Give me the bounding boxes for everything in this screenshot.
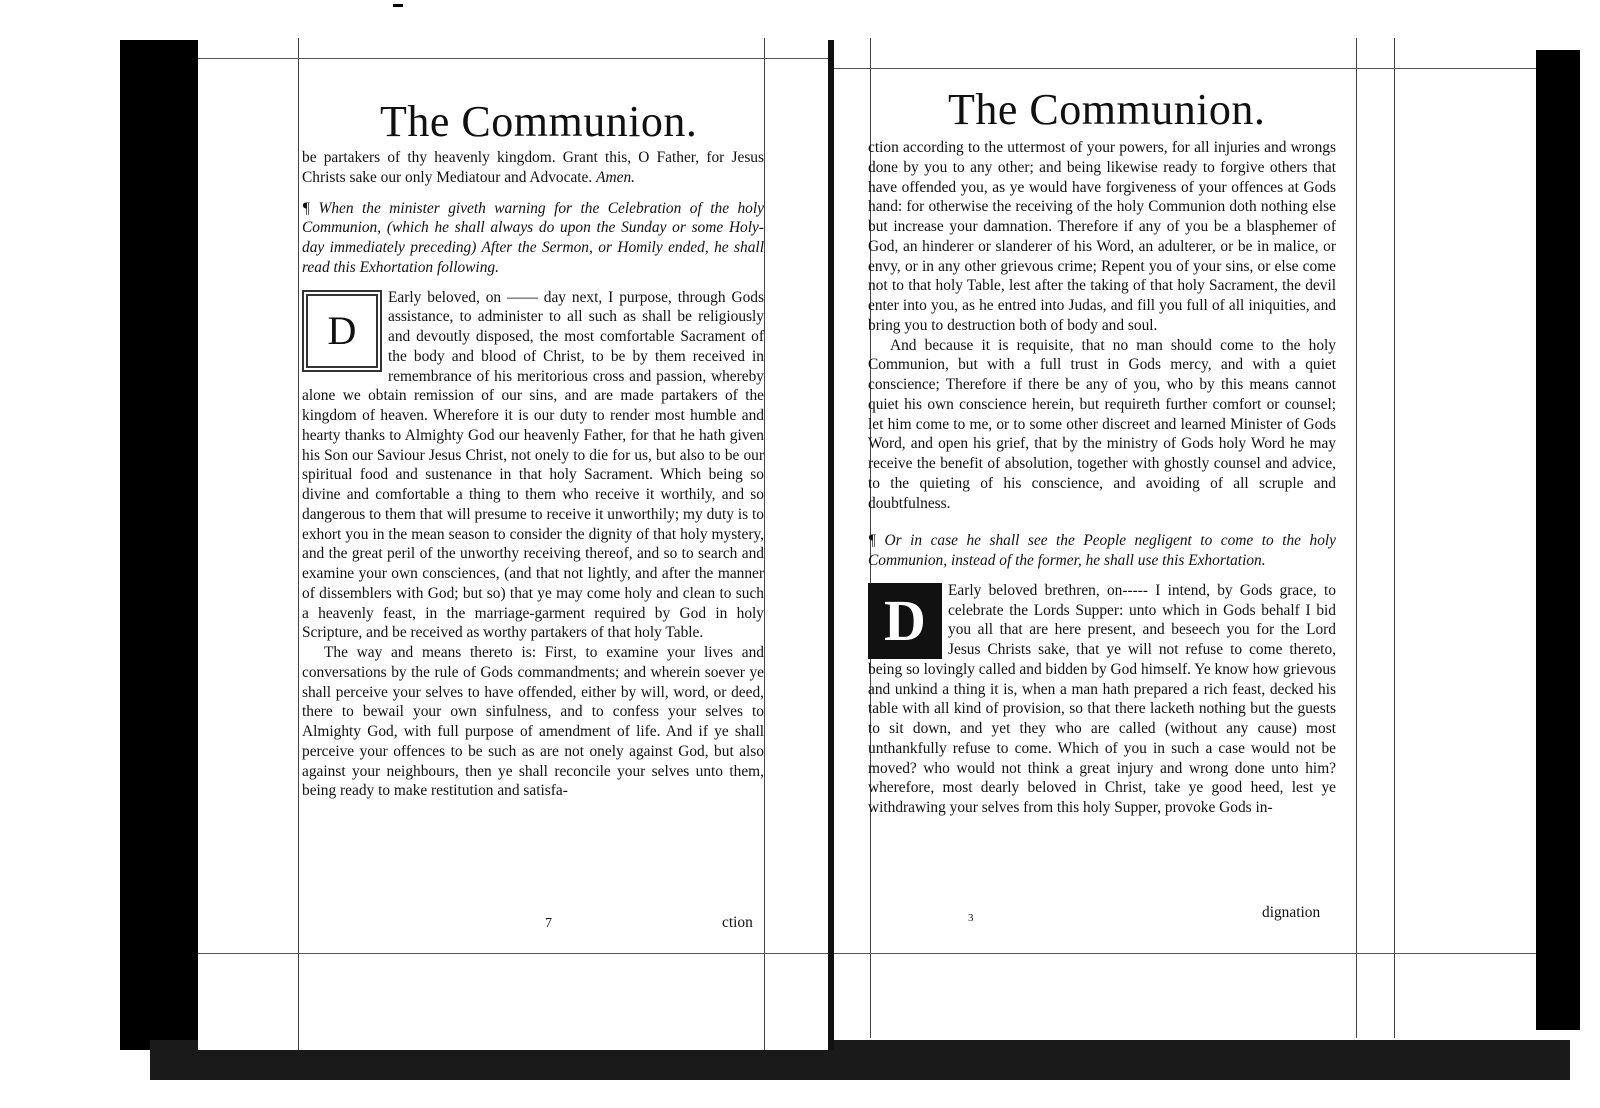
amen: Amen.: [596, 168, 635, 186]
continued-paragraph: ction according to the uttermost of your powers, for all injuries and wrongs done by you to any other; and being likewise ready to forgive others that have offended you, as ye would have forgiveness of your offences at Gods hand: for otherwise the receiving of the holy Communion doth nothing else but increase your damnation. Therefore if any of you be a blasphemer of God, an hinderer or slanderer of his Word, an adulterer, or be in malice, or envy, or in any other grievous crime; Repent you of your sins, or else come not to that holy Table, lest after the taking of that holy Sacrament, the devil enter into you, as he entred into Judas, and fill you full of all iniquities, and bring you to destruction both of body and soul.: [868, 139, 1336, 334]
left-margin-rule: [298, 38, 299, 1050]
top-rule: [198, 58, 828, 59]
scan-edge-right: [1535, 50, 1580, 1030]
exhortation-paragraph: D Early beloved, on —— day next, I purpose, through Gods assistance, to administer to all such as shall be religiously and devoutly disposed, the most comfortable Sacrament of the body and blood of Christ, to be by them received in remembrance of his meritorious cross and passion, whereby alone we obtain remission of our sins, and are made partakers of the kingdom of heaven. Wherefore it is our duty to render most humble and hearty thanks to Almighty God our heavenly Father, for that he hath given his Son our Saviour Jesus Christ, not onely to die for us, but also to be our spiritual food and sustenance in that holy Sacrament. Which being so divine and comfortable a thing to them who receive it worthily, and so dangerous to them that will presume to receive it unworthily; my duty is to exhort you in the mean season to consider the dignity of that holy mystery, and the great peril of the unworthy receiving thereof, and so to search and examine your own consciences, (and that not lightly, and after the manner of dissemblers with God; but so) that ye may come holy and clean to such a heavenly feast, in the marriage-garment required by God in holy Scripture, and be received as worthy partakers of that holy Table.: [302, 288, 764, 642]
second-exhortation-paragraph: D Early beloved brethren, on----- I intend, by Gods grace, to celebrate the Lords Supper: unto which in Gods behalf I bid you all that are here present, and beseech you for the Lord Jesus Christs sake, that ye will not refuse to come thereto, being so lovingly called and bidden by God himself. Ye know how grievous and unkind a thing it is, when a man hath prepared a rich feast, decked his table with all kind of provision, so that there lacketh nothing but the guests to sit down, and yet they who are called (without any cause) most unthankfully refuse to come. Which of you in such a case would not be moved? who would not think a great injury and wrong done unto him? wherefore, most dearly beloved in Christ, take ye good heed, lest ye withdrawing your selves from this holy Supper, provoke Gods in-: [868, 581, 1336, 816]
dropcap-d-ornamental: D: [302, 290, 382, 372]
top-rule: [834, 68, 1536, 69]
left-text-column: [302, 148, 764, 801]
page-title-left: The Communion.: [380, 97, 698, 146]
bottom-rule: [198, 953, 828, 954]
scan-edge-left: [120, 40, 200, 1050]
outer-rule: [1394, 38, 1395, 1038]
paragraph-way-and-means: The way and means thereto is: First, to examine your lives and conversations by the rule of Gods commandments; and wherein soever ye shall perceive your selves to have offended, either by will, word, or deed, there to bewail your own sinfulness, and to confess your selves to Almighty God, with full purpose of amendment of life. And if ye shall perceive your offences to be such as are not onely against God, but also against your neighbours, then ye shall reconcile your selves unto them, being ready to make restitution and satisfa-: [302, 644, 764, 800]
scan-mark: [393, 4, 403, 7]
right-margin-rule: [1356, 38, 1357, 1038]
page-number: 7: [545, 916, 552, 931]
page-title-right: The Communion.: [948, 85, 1266, 134]
catchword: ction: [722, 914, 753, 931]
catchword: dignation: [1262, 904, 1321, 921]
rubric: ¶ When the minister giveth warning for the Celebration of the holy Communion, (which he shall always do upon the Sunday or some Holy-day immediately preceding) After the Sermon, or Homily ended, he shall read this Exhortation following.: [302, 199, 764, 276]
bottom-rule: [834, 953, 1536, 954]
paragraph-requisite: And because it is requisite, that no man should come to the holy Communion, but with a full trust in Gods mercy, and with a quiet conscience; Therefore if there be any of you, who by this means cannot quiet his own conscience herein, but requireth further comfort or counsel; let him come to me, or to some other discreet and learned Minister of Gods Word, and open his grief, that by the ministry of Gods holy Word he may receive the benefit of absolution, together with ghostly counsel and advice, to the quieting of his conscience, and avoiding of all scruple and doubtfulness.: [868, 336, 1336, 512]
rubric: ¶ Or in case he shall see the People negligent to come to the holy Communion, instead of the former, he shall use this Exhortation.: [868, 532, 1336, 569]
continuation-text: be partakers of thy heavenly kingdom. Grant this, O Father, for Jesus Christs sake our only Mediatour and Advocate. Amen.: [302, 149, 764, 186]
signature-mark: 3: [968, 912, 974, 924]
right-text-column: [868, 138, 1336, 818]
right-margin-rule: [764, 38, 765, 1050]
dropcap-d-engraved: D: [868, 583, 942, 659]
